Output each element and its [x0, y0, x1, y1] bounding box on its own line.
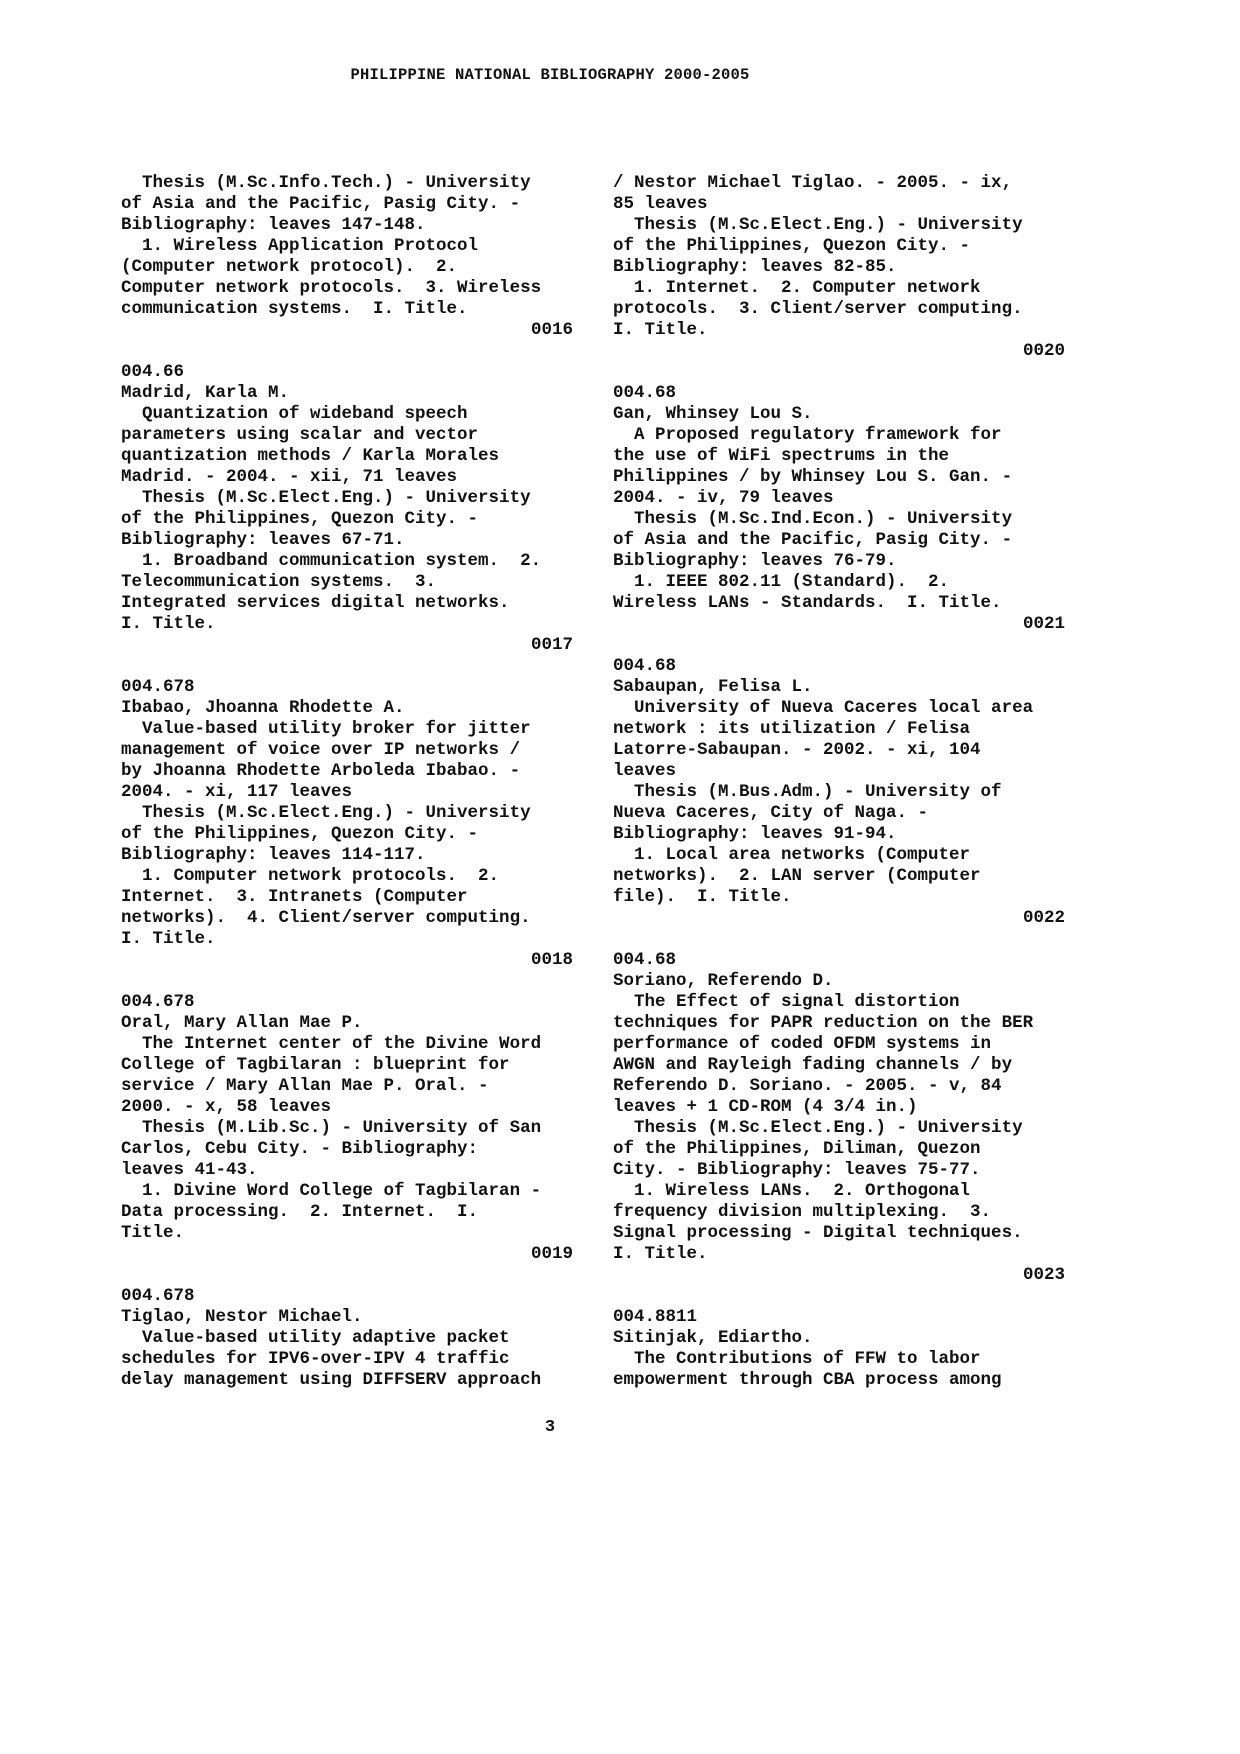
entry-gap [613, 362, 1065, 383]
entry-line: 1. Internet. 2. Computer network [613, 278, 981, 298]
entry-line: College of Tagbilaran : blueprint for [121, 1055, 510, 1075]
entry-line: protocols. 3. Client/server computing. [613, 299, 1023, 319]
entry-line: networks). 4. Client/server computing. [121, 908, 531, 928]
entry-line: Latorre-Sabaupan. - 2002. - xi, 104 [613, 740, 981, 760]
entry-gap [121, 656, 573, 677]
entry-line: AWGN and Rayleigh fading channels / by [613, 1055, 1013, 1075]
entry-line: Sitinjak, Ediartho. [613, 1328, 813, 1348]
entry-line: empowerment through CBA process among [613, 1370, 1002, 1390]
entry-line: 004.678 [121, 992, 195, 1012]
entry-line: frequency division multiplexing. 3. [613, 1202, 992, 1222]
entry-line: Referendo D. Soriano. - 2005. - v, 84 [613, 1076, 1002, 1096]
bibliography-entry [613, 950, 1065, 1307]
entry-number: 0020 [1022, 341, 1065, 361]
entry-line: parameters using scalar and vector [121, 425, 479, 445]
entry-line: file). I. Title. [613, 887, 792, 907]
entry-line: Bibliography: leaves 82-85. [613, 257, 897, 277]
bibliography-entry [121, 992, 573, 1286]
entry-line: 004.66 [121, 362, 185, 382]
entry-line: schedules for IPV6-over-IPV 4 traffic [121, 1349, 510, 1369]
entry-line: 1. Computer network protocols. 2. [121, 866, 500, 886]
entry-line: 004.678 [121, 1286, 195, 1306]
bibliography-entry [613, 383, 1065, 656]
entry-gap [121, 341, 573, 362]
entry-line: Thesis (M.Lib.Sc.) - University of San [121, 1118, 542, 1138]
entry-line: Signal processing - Digital techniques. [613, 1223, 1023, 1243]
entry-line: Thesis (M.Sc.Elect.Eng.) - University [613, 1118, 1023, 1138]
entry-line: of the Philippines, Quezon City. - [121, 509, 479, 529]
entry-line: Title. [121, 1223, 185, 1243]
entry-number: 0017 [530, 635, 573, 655]
entry-line: by Jhoanna Rhodette Arboleda Ibabao. - [121, 761, 521, 781]
entry-line: The Internet center of the Divine Word [121, 1034, 542, 1054]
entry-line: Gan, Whinsey Lou S. [613, 404, 813, 424]
entry-line: 004.68 [613, 950, 677, 970]
entry-line: the use of WiFi spectrums in the [613, 446, 950, 466]
entry-line: 85 leaves [613, 194, 708, 214]
entry-line: Tiglao, Nestor Michael. [121, 1307, 363, 1327]
left-column [121, 173, 573, 1391]
bibliography-entry [121, 173, 573, 362]
entry-gap [613, 929, 1065, 950]
entry-line: Computer network protocols. 3. Wireless [121, 278, 542, 298]
entry-line: Madrid. - 2004. - xii, 71 leaves [121, 467, 458, 487]
entry-gap [121, 971, 573, 992]
entry-line: Nueva Caceres, City of Naga. - [613, 803, 929, 823]
bibliography-entry [121, 362, 573, 677]
entry-line: Bibliography: leaves 147-148. [121, 215, 426, 235]
entry-gap [613, 635, 1065, 656]
entry-line: The Contributions of FFW to labor [613, 1349, 981, 1369]
entry-number: 0018 [530, 950, 573, 970]
entry-line: Internet. 3. Intranets (Computer [121, 887, 468, 907]
entry-line: Thesis (M.Bus.Adm.) - University of [613, 782, 1002, 802]
entry-line: I. Title. [613, 320, 708, 340]
entry-line: I. Title. [613, 1244, 708, 1264]
entry-line: techniques for PAPR reduction on the BER [613, 1013, 1034, 1033]
entry-line: City. - Bibliography: leaves 75-77. [613, 1160, 981, 1180]
entry-line: Thesis (M.Sc.Elect.Eng.) - University [613, 215, 1023, 235]
entry-line: performance of coded OFDM systems in [613, 1034, 992, 1054]
entry-line: of the Philippines, Diliman, Quezon [613, 1139, 981, 1159]
entry-line: 1. Wireless Application Protocol [121, 236, 479, 256]
entry-line: of Asia and the Pacific, Pasig City. - [121, 194, 521, 214]
entry-number: 0023 [1022, 1265, 1065, 1285]
entry-line: of the Philippines, Quezon City. - [613, 236, 971, 256]
entry-line: 2004. - iv, 79 leaves [613, 488, 834, 508]
entry-line: 2000. - x, 58 leaves [121, 1097, 332, 1117]
entry-line: Thesis (M.Sc.Ind.Econ.) - University [613, 509, 1013, 529]
running-header: PHILIPPINE NATIONAL BIBLIOGRAPHY 2000-2005 [350, 66, 750, 84]
entry-line: of the Philippines, Quezon City. - [121, 824, 479, 844]
entry-gap [613, 1286, 1065, 1307]
entry-line: 004.68 [613, 656, 677, 676]
entry-line: Bibliography: leaves 76-79. [613, 551, 897, 571]
entry-line: 1. Local area networks (Computer [613, 845, 971, 865]
entry-line: Ibabao, Jhoanna Rhodette A. [121, 698, 405, 718]
entry-line: Integrated services digital networks. [121, 593, 510, 613]
entry-number: 0016 [530, 320, 573, 340]
entry-line: Oral, Mary Allan Mae P. [121, 1013, 363, 1033]
entry-line: 1. Divine Word College of Tagbilaran - [121, 1181, 542, 1201]
entry-line: Thesis (M.Sc.Elect.Eng.) - University [121, 488, 531, 508]
entry-line: Telecommunication systems. 3. [121, 572, 437, 592]
entry-number: 0022 [1022, 908, 1065, 928]
entry-line: (Computer network protocol). 2. [121, 257, 458, 277]
entry-line: Madrid, Karla M. [121, 383, 290, 403]
entry-line: 004.678 [121, 677, 195, 697]
entry-line: A Proposed regulatory framework for [613, 425, 1002, 445]
entry-line: 1. IEEE 802.11 (Standard). 2. [613, 572, 950, 592]
entry-line: / Nestor Michael Tiglao. - 2005. - ix, [613, 173, 1013, 193]
entry-line: Soriano, Referendo D. [613, 971, 834, 991]
entry-line: leaves [613, 761, 677, 781]
entry-line: 004.68 [613, 383, 677, 403]
entry-line: networks). 2. LAN server (Computer [613, 866, 981, 886]
entry-line: management of voice over IP networks / [121, 740, 521, 760]
bibliography-entry [613, 1307, 1065, 1391]
entry-line: 2004. - xi, 117 leaves [121, 782, 353, 802]
entry-line: University of Nueva Caceres local area [613, 698, 1034, 718]
entry-line: Bibliography: leaves 114-117. [121, 845, 426, 865]
bibliography-entry [121, 677, 573, 992]
entry-number: 0021 [1022, 614, 1065, 634]
entry-line: of Asia and the Pacific, Pasig City. - [613, 530, 1013, 550]
entry-line: Bibliography: leaves 91-94. [613, 824, 897, 844]
entry-line: leaves + 1 CD-ROM (4 3/4 in.) [613, 1097, 918, 1117]
entry-line: Value-based utility adaptive packet [121, 1328, 510, 1348]
bibliography-entry [613, 173, 1065, 383]
entry-line: communication systems. I. Title. [121, 299, 468, 319]
entry-gap [121, 1265, 573, 1286]
entry-line: Quantization of wideband speech [121, 404, 468, 424]
entry-line: Wireless LANs - Standards. I. Title. [613, 593, 1002, 613]
entry-line: Thesis (M.Sc.Info.Tech.) - University [121, 173, 531, 193]
entry-line: I. Title. [121, 614, 216, 634]
bibliography-entry [121, 1286, 573, 1391]
entry-line: I. Title. [121, 929, 216, 949]
entry-line: service / Mary Allan Mae P. Oral. - [121, 1076, 489, 1096]
entry-line: 004.8811 [613, 1307, 698, 1327]
entry-line: Data processing. 2. Internet. I. [121, 1202, 479, 1222]
entry-line: Value-based utility broker for jitter [121, 719, 531, 739]
bibliography-entry [613, 656, 1065, 950]
entry-line: 1. Wireless LANs. 2. Orthogonal [613, 1181, 971, 1201]
entry-line: Sabaupan, Felisa L. [613, 677, 813, 697]
page-number: 3 [544, 1418, 556, 1437]
entry-line: quantization methods / Karla Morales [121, 446, 500, 466]
entry-line: delay management using DIFFSERV approach [121, 1370, 542, 1390]
entry-number: 0019 [530, 1244, 573, 1264]
entry-line: Bibliography: leaves 67-71. [121, 530, 405, 550]
entry-line: The Effect of signal distortion [613, 992, 960, 1012]
entry-line: Thesis (M.Sc.Elect.Eng.) - University [121, 803, 531, 823]
right-column [613, 173, 1065, 1391]
entry-line: network : its utilization / Felisa [613, 719, 971, 739]
entry-line: Philippines / by Whinsey Lou S. Gan. - [613, 467, 1013, 487]
entry-line: 1. Broadband communication system. 2. [121, 551, 542, 571]
entry-line: leaves 41-43. [121, 1160, 258, 1180]
entry-line: Carlos, Cebu City. - Bibliography: [121, 1139, 479, 1159]
